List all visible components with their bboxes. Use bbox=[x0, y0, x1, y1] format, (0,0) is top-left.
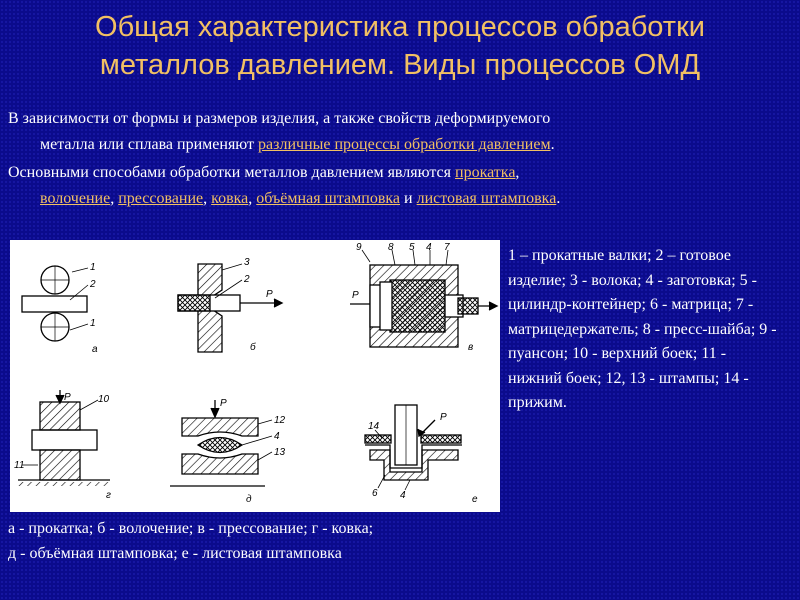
letter-v: в bbox=[468, 342, 474, 353]
label-P-v: P bbox=[352, 290, 359, 301]
label-P-g: P bbox=[64, 392, 71, 403]
link-forging[interactable]: ковка bbox=[211, 190, 249, 207]
label-11: 11 bbox=[14, 460, 25, 471]
diagram-forging bbox=[18, 390, 110, 486]
link-processes[interactable]: различные процессы обработки давлением bbox=[258, 136, 551, 153]
comma-3: , bbox=[203, 190, 212, 207]
label-7: 7 bbox=[444, 242, 450, 253]
label-4-e: 4 bbox=[400, 490, 406, 501]
label-13: 13 bbox=[274, 447, 286, 458]
label-10: 10 bbox=[98, 394, 110, 405]
process-diagrams-figure bbox=[10, 240, 500, 512]
diagram-extrusion bbox=[350, 250, 497, 347]
letter-g: г bbox=[106, 490, 111, 501]
diagram-sheet-stamping bbox=[365, 405, 462, 490]
slide-title bbox=[20, 8, 780, 84]
label-5: 5 bbox=[409, 242, 415, 253]
label-P-b: P bbox=[266, 289, 273, 300]
final-period: . bbox=[556, 190, 561, 207]
title-line-2: металлов давлением. Виды процессов ОМД bbox=[99, 49, 701, 81]
letter-d: д bbox=[246, 494, 252, 505]
comma-4: , bbox=[248, 190, 257, 207]
methods-line-2 bbox=[8, 186, 783, 212]
label-4-d: 4 bbox=[274, 431, 280, 442]
figure-legend: 1 – прокатные валки; 2 – готовое изделие; 3 - волока; 4 - заготовка; 5 - цилиндр-контейнер; 6 - матрица; 7 - матрицедержатель; 8 - пресс-шайба; 9 - пуансон; 10 - верхний боек; 11 - нижний боек; 12, 13 - штампы; 14 - прижим. bbox=[508, 247, 777, 411]
comma-1: , bbox=[515, 164, 520, 181]
label-P-d: P bbox=[220, 398, 227, 409]
comma-2: , bbox=[110, 190, 119, 207]
letter-e: е bbox=[472, 494, 478, 505]
methods-intro: Основными способами обработки металлов давлением являются bbox=[8, 164, 456, 181]
caption-line-2: д - объёмная штамповка; е - листовая штамповка bbox=[8, 545, 342, 562]
label-9: 9 bbox=[356, 242, 362, 253]
and-word: и bbox=[400, 190, 417, 207]
label-1b: 1 bbox=[90, 318, 96, 329]
methods-paragraph bbox=[8, 160, 783, 212]
diagram-drawing bbox=[178, 264, 282, 352]
link-drawing[interactable]: волочение bbox=[40, 190, 111, 207]
link-sheet-stamping[interactable]: листовая штамповка bbox=[416, 190, 557, 207]
diagram-rolling bbox=[22, 266, 88, 341]
intro-paragraph bbox=[8, 106, 783, 158]
figure-caption bbox=[8, 516, 528, 566]
label-12: 12 bbox=[274, 415, 286, 426]
label-4: 4 bbox=[426, 242, 432, 253]
letter-b: б bbox=[250, 342, 256, 353]
link-rolling[interactable]: прокатка bbox=[455, 164, 516, 181]
caption-line-1: а - прокатка; б - волочение; в - прессование; г - ковка; bbox=[8, 520, 374, 537]
diagram-die-forging bbox=[170, 400, 272, 486]
label-8: 8 bbox=[388, 242, 394, 253]
label-6: 6 bbox=[372, 488, 378, 499]
intro-period: . bbox=[550, 136, 555, 153]
title-line-1: Общая характеристика процессов обработки bbox=[95, 11, 705, 43]
letter-a: а bbox=[92, 344, 98, 355]
intro-line-2 bbox=[8, 132, 783, 158]
label-P-e: P bbox=[440, 412, 447, 423]
link-pressing[interactable]: прессование bbox=[118, 190, 204, 207]
label-3: 3 bbox=[244, 257, 250, 268]
label-2: 2 bbox=[244, 274, 250, 285]
label-1a: 1 bbox=[90, 262, 96, 273]
link-die-forging[interactable]: объёмная штамповка bbox=[256, 190, 401, 207]
intro-text: металла или сплава применяют bbox=[40, 136, 259, 153]
label-2a: 2 bbox=[90, 279, 96, 290]
label-14: 14 bbox=[368, 421, 380, 432]
intro-line-1: В зависимости от формы и размеров изделия, а также свойств деформируемого bbox=[8, 110, 551, 127]
